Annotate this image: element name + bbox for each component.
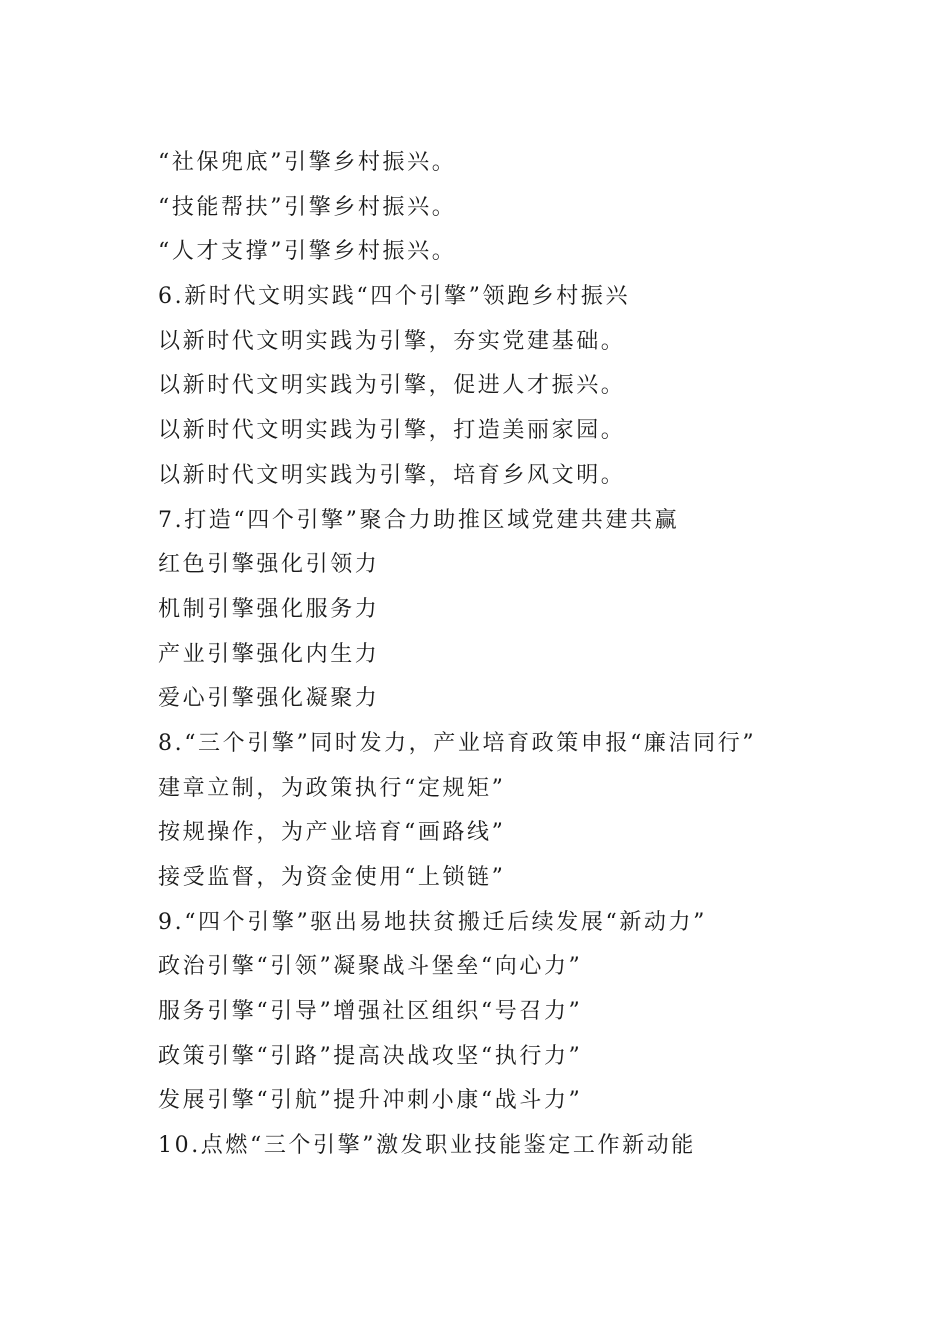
text-line: 机制引擎强化服务力: [158, 596, 380, 622]
document-body: [158, 141, 918, 1169]
text-line: 以新时代文明实践为引擎，夯实党建基础。: [158, 328, 626, 354]
text-line: 接受监督，为资金使用“上锁链”: [158, 865, 506, 890]
text-line: 红色引擎强化引领力: [158, 552, 380, 578]
text-line: “技能帮扶”引擎乡村振兴。: [158, 194, 457, 220]
section-heading-8: 8.“三个引擎”同时发力，产业培育政策申报“廉洁同行”: [158, 730, 757, 756]
text-line: “人才支撑”引擎乡村振兴。: [158, 239, 457, 265]
text-line: “社保兜底”引擎乡村振兴。: [158, 150, 457, 175]
section-heading-10: 10.点燃“三个引擎”激发职业技能鉴定工作新动能: [158, 1133, 696, 1159]
text-line: 政策引擎“引路”提高决战攻坚“执行力”: [158, 1043, 583, 1069]
section-heading-7: 7.打造“四个引擎”聚合力助推区域党建共建共赢: [158, 507, 680, 533]
section-heading-6: 6.新时代文明实践“四个引擎”领跑乡村振兴: [158, 284, 631, 310]
text-line: 以新时代文明实践为引擎，培育乡风文明。: [158, 462, 626, 488]
text-line: 发展引擎“引航”提升冲刺小康“战斗力”: [158, 1088, 583, 1114]
text-line: 以新时代文明实践为引擎，打造美丽家园。: [158, 418, 626, 444]
text-line: 爱心引擎强化凝聚力: [158, 686, 380, 712]
text-line: 以新时代文明实践为引擎，促进人才振兴。: [158, 373, 626, 399]
text-line: 按规操作，为产业培育“画路线”: [158, 820, 506, 846]
text-line: 服务引擎“引导”增强社区组织“号召力”: [158, 999, 583, 1025]
text-line: 产业引擎强化内生力: [158, 641, 380, 667]
section-heading-9: 9.“四个引擎”驱出易地扶贫搬迁后续发展“新动力”: [158, 909, 707, 935]
text-line: 建章立制，为政策执行“定规矩”: [158, 775, 506, 801]
text-line: 政治引擎“引领”凝聚战斗堡垒“向心力”: [158, 954, 583, 980]
